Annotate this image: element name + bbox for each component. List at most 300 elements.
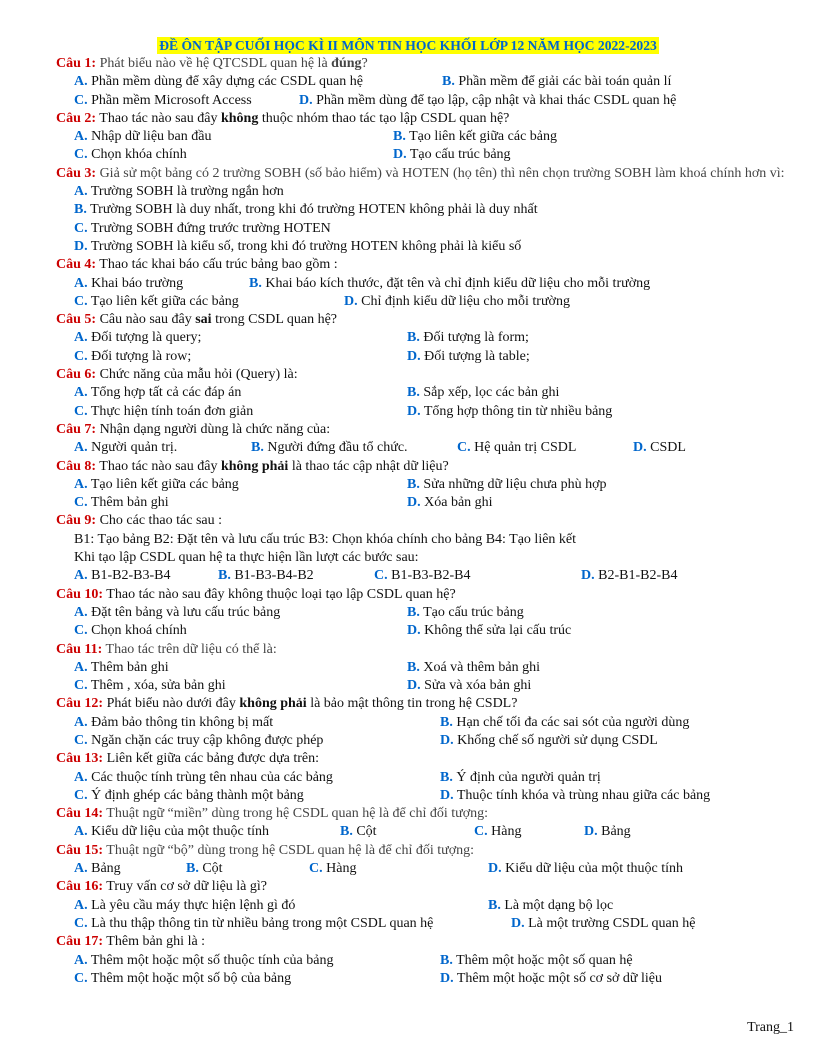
option-text: B1-B3-B4-B2 — [230, 568, 314, 584]
option-text: Xóa bản ghi — [420, 495, 493, 511]
question-emphasis: sai — [195, 312, 212, 328]
option-text: Đối tượng là table; — [420, 348, 530, 364]
question-text: Thao tác nào sau đây — [96, 458, 221, 474]
option-text: Bảng — [597, 824, 631, 840]
option-row — [56, 201, 794, 219]
answer-option-a[interactable] — [74, 659, 169, 677]
answer-option-d[interactable] — [584, 823, 631, 841]
option-letter: A. — [74, 74, 88, 90]
question-stem — [56, 586, 794, 604]
option-text: Chọn khoá chính — [87, 623, 187, 639]
option-text: Ngăn chặn các truy cập không được phép — [87, 732, 324, 748]
option-text: Kiểu dữ liệu của một thuộc tính — [87, 824, 270, 840]
answer-option-c[interactable] — [74, 403, 253, 421]
option-row — [56, 714, 794, 732]
answer-option-d[interactable] — [299, 92, 676, 110]
option-letter: B. — [186, 861, 199, 877]
page-number: Trang_1 — [747, 1020, 794, 1035]
question-stem — [56, 641, 794, 659]
option-row — [56, 476, 794, 494]
question-stem — [56, 421, 794, 439]
question-number: Câu 5: — [56, 312, 97, 328]
answer-option-a[interactable] — [74, 860, 121, 878]
option-row — [56, 329, 794, 347]
question-stem — [56, 933, 794, 951]
option-letter: C. — [74, 348, 88, 364]
option-letter: D. — [74, 238, 88, 254]
question-step: Khi tạo lập CSDL quan hệ ta thực hiện lần lượt các bước sau: — [74, 550, 419, 566]
option-letter: B. — [407, 330, 420, 346]
option-row — [56, 439, 794, 457]
title-wrap — [0, 37, 816, 55]
question-text: Giả sử một bảng có 2 trường SOBH (số bảo hiểm) và HOTEN (họ tên) thì nên chọn trường SOBH làm khoá chính hơn vì: — [96, 165, 785, 181]
option-text: Thêm một hoặc một số quan hệ — [452, 952, 633, 968]
option-text: Trường SOBH là trường ngắn hơn — [87, 184, 284, 200]
answer-option-d[interactable] — [440, 970, 662, 988]
option-text: Phần mềm dùng để tạo lập, cập nhật và khai thác CSDL quan hệ — [312, 92, 677, 108]
answer-option-a[interactable] — [74, 952, 334, 970]
question-stem — [56, 512, 794, 530]
option-text: Thêm một hoặc một số thuộc tính của bảng — [87, 952, 334, 968]
question-number: Câu 6: — [56, 367, 97, 383]
question-text: Cho các thao tác sau : — [96, 513, 223, 529]
answer-option-b[interactable] — [407, 604, 524, 622]
page-title: ĐỀ ÔN TẬP CUỐI HỌC KÌ II MÔN TIN HỌC KHỐI LỚP 12 NĂM HỌC 2022-2023 — [159, 38, 657, 53]
option-letter: D. — [581, 568, 595, 584]
answer-option-c[interactable] — [74, 348, 191, 366]
option-row — [56, 128, 794, 146]
option-letter: D. — [344, 293, 358, 309]
option-letter: B. — [407, 604, 420, 620]
option-letter: B. — [407, 385, 420, 401]
option-text: Là một trường CSDL quan hệ — [524, 915, 696, 931]
question-stem — [56, 55, 794, 73]
option-row — [56, 384, 794, 402]
option-letter: A. — [74, 129, 88, 145]
option-text: Trường SOBH là duy nhất, trong khi đó trường HOTEN không phải là duy nhất — [86, 202, 538, 218]
option-letter: A. — [74, 769, 88, 785]
question-emphasis: đúng — [331, 56, 362, 71]
answer-option-c[interactable] — [74, 146, 187, 164]
option-letter: D. — [440, 732, 454, 748]
answer-option-c[interactable] — [474, 823, 521, 841]
option-letter: C. — [74, 92, 88, 108]
option-text: Thêm một hoặc một số cơ sở dữ liệu — [453, 970, 663, 986]
option-letter: A. — [74, 568, 88, 584]
option-letter: B. — [488, 897, 501, 913]
option-letter: D. — [584, 824, 598, 840]
question-text: Thao tác trên dữ liệu có thể là: — [102, 641, 277, 657]
answer-option-c[interactable] — [74, 677, 226, 695]
question-stem — [56, 842, 794, 860]
question-stem — [56, 256, 794, 274]
option-letter: D. — [407, 495, 421, 511]
option-letter: A. — [74, 275, 88, 291]
option-letter: B. — [340, 824, 353, 840]
answer-option-b[interactable] — [218, 567, 314, 585]
question-stem — [56, 110, 794, 128]
option-row — [56, 659, 794, 677]
answer-option-a[interactable] — [74, 604, 280, 622]
answer-option-b[interactable] — [442, 73, 671, 91]
option-row — [56, 275, 794, 293]
option-text: Tạo liên kết giữa các bảng — [405, 129, 557, 145]
answer-option-d[interactable] — [393, 146, 511, 164]
question-text-end: là bảo mật thông tin trong hệ CSDL? — [306, 696, 518, 712]
option-letter: B. — [407, 659, 420, 675]
option-letter: A. — [74, 440, 88, 456]
question-text: Nhận dạng người dùng là chức năng của: — [96, 421, 331, 437]
answer-option-a[interactable] — [74, 823, 269, 841]
option-letter: D. — [407, 403, 421, 419]
question-emphasis: không phải — [239, 696, 307, 712]
option-row — [56, 220, 794, 238]
option-text: Đối tượng là query; — [87, 330, 202, 346]
option-letter: C. — [74, 403, 88, 419]
question-text-end: là thao tác cập nhật dữ liệu? — [288, 458, 449, 474]
question-text: Câu nào sau đây — [96, 312, 196, 328]
option-letter: B. — [440, 952, 453, 968]
option-text: Là một dạng bộ lọc — [500, 897, 614, 913]
question-number: Câu 8: — [56, 458, 97, 474]
option-row — [56, 769, 794, 787]
option-text: Kiểu dữ liệu của một thuộc tính — [501, 861, 684, 877]
question-list — [56, 55, 794, 988]
answer-option-b[interactable] — [74, 201, 538, 219]
answer-option-d[interactable] — [633, 439, 686, 457]
question-text: Truy vấn cơ sở dữ liệu là gì? — [103, 879, 268, 895]
question-number: Câu 12: — [56, 696, 104, 712]
option-letter: B. — [74, 202, 87, 218]
question-number: Câu 4: — [56, 257, 97, 273]
option-text: Sửa những dữ liệu chưa phù hợp — [419, 476, 607, 492]
option-text: Nhập dữ liệu ban đầu — [87, 129, 212, 145]
answer-option-c[interactable] — [74, 915, 433, 933]
option-letter: D. — [299, 92, 313, 108]
option-text: Cột — [198, 861, 223, 877]
option-row — [56, 787, 794, 805]
answer-option-a[interactable] — [74, 769, 333, 787]
answer-option-a[interactable] — [74, 897, 295, 915]
question-number: Câu 11: — [56, 641, 103, 657]
question-text: Chức năng của mẫu hỏi (Query) là: — [96, 367, 298, 383]
option-letter: C. — [374, 568, 388, 584]
option-text: Khai báo kích thước, đặt tên và chỉ định kiểu dữ liệu cho mỗi trường — [261, 275, 651, 291]
option-letter: B. — [442, 74, 455, 90]
option-letter: A. — [74, 330, 88, 346]
option-letter: D. — [393, 147, 407, 163]
option-text: Trường SOBH là kiểu số, trong khi đó trường HOTEN không phải là kiểu số — [87, 238, 522, 254]
option-row — [56, 293, 794, 311]
option-letter: C. — [74, 147, 88, 163]
answer-option-a[interactable] — [74, 183, 284, 201]
option-letter: B. — [249, 275, 262, 291]
option-letter: D. — [488, 861, 502, 877]
answer-option-d[interactable] — [511, 915, 695, 933]
option-text: Cột — [352, 824, 377, 840]
option-text: Tạo liên kết giữa các bảng — [87, 293, 239, 309]
question-text: Thuật ngữ “bộ” dùng trong hệ CSDL quan hệ là để chỉ đối tượng: — [103, 842, 475, 858]
option-letter: C. — [74, 787, 88, 803]
option-letter: A. — [74, 604, 88, 620]
option-row — [56, 915, 794, 933]
question-stem — [56, 695, 794, 713]
option-letter: C. — [457, 440, 471, 456]
question-stem — [56, 458, 794, 476]
question-stem — [56, 878, 794, 896]
option-letter: A. — [74, 659, 88, 675]
answer-option-c[interactable] — [74, 220, 331, 238]
question-text: Thuật ngữ “miền” dùng trong hệ CSDL quan hệ là để chỉ đối tượng: — [103, 806, 489, 822]
option-row — [56, 732, 794, 750]
answer-option-a[interactable] — [74, 439, 177, 457]
option-letter: C. — [309, 861, 323, 877]
option-letter: B. — [407, 476, 420, 492]
option-letter: C. — [74, 732, 88, 748]
option-text: Khống chế số người sử dụng CSDL — [453, 732, 658, 748]
option-text: Thêm bản ghi — [87, 495, 169, 511]
question-text: Phát biểu nào dưới đây — [103, 696, 240, 712]
answer-option-b[interactable] — [251, 439, 408, 457]
option-letter: B. — [218, 568, 231, 584]
option-text: Chỉ định kiểu dữ liệu cho mỗi trường — [357, 293, 570, 309]
question-stem — [56, 311, 794, 329]
option-row — [56, 494, 794, 512]
question-number: Câu 17: — [56, 934, 104, 950]
option-letter: D. — [407, 678, 421, 694]
answer-option-a[interactable] — [74, 275, 183, 293]
option-text: Hàng — [322, 861, 357, 877]
option-letter: A. — [74, 184, 88, 200]
answer-option-b[interactable] — [440, 952, 633, 970]
option-row — [56, 970, 794, 988]
option-text: Các thuộc tính trùng tên nhau của các bảng — [87, 769, 333, 785]
answer-option-d[interactable] — [440, 787, 710, 805]
option-text: Thuộc tính khóa và trùng nhau giữa các bảng — [453, 787, 711, 803]
option-text: Ý định của người quản trị — [452, 769, 601, 785]
question-text-end: trong CSDL quan hệ? — [211, 312, 338, 328]
option-row — [56, 146, 794, 164]
option-text: CSDL — [646, 440, 686, 456]
option-letter: D. — [440, 970, 454, 986]
option-text: Đảm bảo thông tin không bị mất — [87, 714, 274, 730]
answer-option-b[interactable] — [249, 275, 650, 293]
answer-option-c[interactable] — [74, 787, 304, 805]
option-row — [56, 860, 794, 878]
answer-option-d[interactable] — [440, 732, 658, 750]
answer-option-b[interactable] — [488, 897, 613, 915]
question-stem — [56, 805, 794, 823]
option-text: Sắp xếp, lọc các bản ghi — [419, 385, 560, 401]
question-text: Thao tác nào sau đây không thuộc loại tạo lập CSDL quan hệ? — [103, 586, 456, 602]
question-text: Liên kết giữa các bảng được dựa trên: — [103, 751, 320, 767]
question-stem — [56, 750, 794, 768]
question-stem — [56, 366, 794, 384]
question-number: Câu 1: — [56, 56, 97, 71]
option-text: Đặt tên bảng và lưu cấu trúc bảng — [87, 604, 281, 620]
option-text: Hàng — [487, 824, 522, 840]
question-number: Câu 16: — [56, 879, 104, 895]
option-row — [56, 403, 794, 421]
option-text: Tổng hợp thông tin từ nhiều bảng — [420, 403, 613, 419]
answer-option-b[interactable] — [440, 714, 689, 732]
answer-option-b[interactable] — [407, 659, 540, 677]
option-letter: C. — [74, 678, 88, 694]
option-text: Hệ quản trị CSDL — [470, 440, 577, 456]
answer-option-d[interactable] — [407, 348, 530, 366]
option-letter: C. — [74, 915, 88, 931]
option-text: Người đứng đầu tổ chức. — [263, 440, 408, 456]
question-number: Câu 10: — [56, 586, 104, 602]
answer-option-d[interactable] — [344, 293, 570, 311]
option-text: Ý định ghép các bảng thành một bảng — [87, 787, 304, 803]
option-letter: D. — [407, 623, 421, 639]
question-text-end: thuộc nhóm thao tác tạo lập CSDL quan hệ? — [258, 110, 510, 126]
question-number: Câu 15: — [56, 842, 104, 858]
answer-option-a[interactable] — [74, 476, 239, 494]
option-text: Tạo cấu trúc bảng — [406, 147, 511, 163]
answer-option-c[interactable] — [74, 732, 323, 750]
option-row — [56, 92, 794, 110]
option-row — [56, 952, 794, 970]
option-text: Xoá và thêm bản ghi — [419, 659, 540, 675]
question-text: Thêm bản ghi là : — [103, 934, 206, 950]
option-row — [56, 238, 794, 256]
answer-option-b[interactable] — [407, 329, 529, 347]
answer-option-c[interactable] — [74, 622, 187, 640]
answer-option-c[interactable] — [74, 92, 252, 110]
answer-option-a[interactable] — [74, 567, 170, 585]
question-number: Câu 3: — [56, 165, 97, 181]
option-letter: B. — [440, 714, 453, 730]
answer-option-a[interactable] — [74, 73, 363, 91]
question-step: B1: Tạo bảng B2: Đặt tên và lưu cấu trúc B3: Chọn khóa chính cho bảng B4: Tạo liên kết — [74, 531, 577, 547]
option-row — [56, 897, 794, 915]
answer-option-d[interactable] — [74, 238, 521, 256]
option-text: Không thể sửa lại cấu trúc — [420, 623, 572, 639]
option-letter: D. — [440, 787, 454, 803]
option-letter: C. — [74, 495, 88, 511]
question-number: Câu 7: — [56, 421, 97, 437]
option-text: Phần mềm Microsoft Access — [87, 92, 252, 108]
option-letter: D. — [633, 440, 647, 456]
option-letter: A. — [74, 952, 88, 968]
option-letter: C. — [74, 220, 88, 236]
answer-option-a[interactable] — [74, 384, 241, 402]
answer-option-b[interactable] — [440, 769, 601, 787]
question-emphasis: không — [220, 110, 259, 126]
option-text: Đối tượng là form; — [419, 330, 529, 346]
answer-option-d[interactable] — [407, 622, 571, 640]
answer-option-c[interactable] — [74, 494, 169, 512]
option-text: Thực hiện tính toán đơn giản — [87, 403, 254, 419]
option-letter: A. — [74, 476, 88, 492]
option-text: Tổng hợp tất cả các đáp án — [87, 385, 242, 401]
option-letter: C. — [74, 293, 88, 309]
answer-option-b[interactable] — [393, 128, 557, 146]
option-text: Thêm bản ghi — [87, 659, 169, 675]
question-stem — [56, 165, 794, 183]
answer-option-c[interactable] — [457, 439, 576, 457]
question-text: Phát biểu nào về hệ QTCSDL quan hệ là — [96, 56, 332, 71]
option-row — [56, 677, 794, 695]
option-letter: B. — [393, 129, 406, 145]
option-letter: D. — [511, 915, 525, 931]
option-text: Hạn chế tối đa các sai sót của người dùng — [452, 714, 690, 730]
answer-option-c[interactable] — [374, 567, 470, 585]
answer-option-c[interactable] — [74, 293, 239, 311]
option-text: Người quản trị. — [87, 440, 178, 456]
option-row — [56, 183, 794, 201]
answer-option-b[interactable] — [407, 476, 607, 494]
answer-option-a[interactable] — [74, 714, 273, 732]
answer-option-b[interactable] — [340, 823, 377, 841]
question-number: Câu 2: — [56, 110, 97, 126]
option-text: Tạo cấu trúc bảng — [419, 604, 524, 620]
answer-option-d[interactable] — [488, 860, 683, 878]
question-emphasis: không phải — [220, 458, 289, 474]
option-letter: A. — [74, 861, 88, 877]
option-text: Thêm một hoặc một số bộ của bảng — [87, 970, 292, 986]
question-number: Câu 9: — [56, 513, 97, 529]
question-number: Câu 13: — [56, 751, 104, 767]
option-row — [56, 823, 794, 841]
option-text: Phần mềm để giải các bài toán quản lí — [454, 74, 672, 90]
option-row — [56, 622, 794, 640]
option-text: Đối tượng là row; — [87, 348, 192, 364]
option-letter: A. — [74, 714, 88, 730]
option-text: Phần mềm dùng để xây dựng các CSDL quan hệ — [87, 74, 363, 90]
option-letter: C. — [74, 623, 88, 639]
answer-option-d[interactable] — [581, 567, 677, 585]
option-letter: B. — [251, 440, 264, 456]
option-text: Trường SOBH đứng trước trường HOTEN — [87, 220, 331, 236]
option-text: Sửa và xóa bản ghi — [420, 678, 532, 694]
option-letter: A. — [74, 897, 88, 913]
option-text: Là thu thập thông tin từ nhiều bảng trong một CSDL quan hệ — [87, 915, 434, 931]
option-text: Thêm , xóa, sửa bản ghi — [87, 678, 226, 694]
option-letter: A. — [74, 385, 88, 401]
question-text: Thao tác nào sau đây — [96, 110, 221, 126]
answer-option-b[interactable] — [407, 384, 559, 402]
answer-option-a[interactable] — [74, 128, 211, 146]
answer-option-c[interactable] — [74, 970, 291, 988]
option-letter: C. — [474, 824, 488, 840]
option-text: B2-B1-B2-B4 — [594, 568, 678, 584]
answer-option-b[interactable] — [186, 860, 223, 878]
answer-option-a[interactable] — [74, 329, 201, 347]
option-text: Bảng — [87, 861, 121, 877]
option-text: B1-B2-B3-B4 — [87, 568, 171, 584]
answer-option-d[interactable] — [407, 677, 531, 695]
option-text: Là yêu cầu máy thực hiện lệnh gì đó — [87, 897, 296, 913]
option-text: Khai báo trường — [87, 275, 184, 291]
question-text: Thao tác khai báo cấu trúc bảng bao gồm : — [96, 257, 338, 273]
answer-option-d[interactable] — [407, 494, 493, 512]
option-row — [56, 73, 794, 91]
option-text: Tạo liên kết giữa các bảng — [87, 476, 239, 492]
option-text: B1-B3-B2-B4 — [387, 568, 471, 584]
option-row — [56, 567, 794, 585]
answer-option-d[interactable] — [407, 403, 612, 421]
option-row — [56, 604, 794, 622]
option-text: Chọn khóa chính — [87, 147, 187, 163]
option-row — [56, 348, 794, 366]
option-letter: B. — [440, 769, 453, 785]
option-letter: A. — [74, 824, 88, 840]
answer-option-c[interactable] — [309, 860, 356, 878]
question-text-end: ? — [361, 56, 368, 71]
